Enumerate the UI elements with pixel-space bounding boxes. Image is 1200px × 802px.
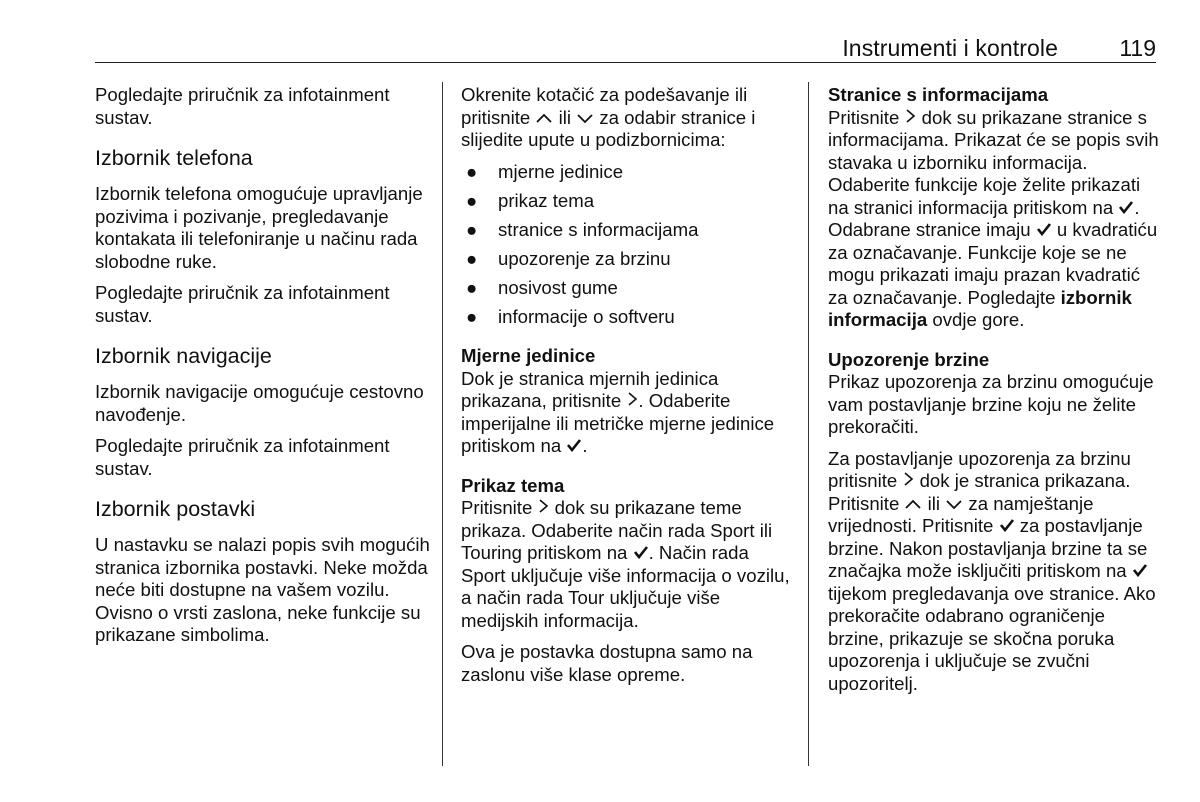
heading-speed-warning: Upozorenje brzine xyxy=(828,348,990,370)
list-item: ● prikaz tema xyxy=(466,189,595,211)
heading-theme: Prikaz tema xyxy=(461,474,565,496)
list-item: ● informacije o softveru xyxy=(466,305,675,327)
checkmark-icon xyxy=(1132,560,1148,583)
column-2 xyxy=(461,84,793,695)
heading-navigation-menu: Izbornik navigacije xyxy=(95,344,272,368)
chevron-right-icon xyxy=(537,497,549,520)
chevron-right-icon xyxy=(902,470,914,493)
paragraph: Izbornik navigacije omogućuje cestovno navođenje. xyxy=(95,381,424,425)
paragraph: U nastavku se nalazi popis svih mogućih stranica izbornika postavki. Neke možda neće biti dostupne na vašem vozilu. Ovisno o vrsti zaslona, neke funkcije su prikazane simbolima. xyxy=(95,534,430,645)
chevron-right-icon xyxy=(626,390,638,413)
section-title: Instrumenti i kontrole xyxy=(842,35,1058,61)
column-divider xyxy=(442,82,443,766)
paragraph: Za postavljanje upozorenja za brzinu pritisnite dok je stranica prikazana. Pritisnite ili za namještanje vrijednosti. Pritisnite za postavljanje brzine. Nakon postavljanja brzine ta se značajka može isključiti pritiskom na tijekom pregledavanja ove stranice. Ako prekoračite odabrano ograničenje brzine, prikazuje se skočna poruka upozorenja i uključuje se zvučni upozoritelj. xyxy=(828,447,1156,694)
checkmark-icon xyxy=(1118,197,1134,220)
list-item: ● upozorenje za brzinu xyxy=(466,247,671,269)
cross-reference: izbornik informacija xyxy=(828,286,1132,330)
paragraph: Ova je postavka dostupna samo na zaslonu više klase opreme. xyxy=(461,641,753,685)
list-item: ● stranice s informacijama xyxy=(466,218,699,240)
paragraph: Dok je stranica mjernih jedinica prikazana, pritisnite . Odaberite imperijalne ili metričke mjerne jedinice pritiskom na . xyxy=(461,367,775,456)
heading-info-pages: Stranice s informacijama xyxy=(828,84,1049,105)
column-3 xyxy=(828,84,1163,704)
checkmark-icon xyxy=(999,515,1015,538)
chevron-down-icon xyxy=(576,107,594,130)
paragraph: Pritisnite dok su prikazane stranice s informacijama. Prikazat će se popis svih stavaka u izborniku informacija. Odaberite funkcije koje želite prikazati na stranici informacija pritiskom na . Odabrane stranice imaju u kvadratiću za označavanje. Funkcije koje se ne mogu prikazati imaju prazan kvadratić za označavanje. Pogledajte izbornik informacija ovdje gore. xyxy=(828,106,1159,330)
paragraph: Pogledajte priručnik za infotainment sustav. xyxy=(95,282,390,326)
paragraph xyxy=(461,84,793,152)
paragraph: Izbornik telefona omogućuje upravljanje pozivima i pozivanje, pregledavanje kontakata ili telefoniranje u načinu rada slobodne ruke. xyxy=(95,183,423,272)
column-divider xyxy=(808,82,809,766)
text: za odabir stranice i slijedite upute u podizbornicima: xyxy=(461,106,756,150)
heading-units: Mjerne jedinice xyxy=(461,345,596,366)
chevron-down-icon xyxy=(945,493,963,516)
checkmark-icon xyxy=(1036,219,1052,242)
heading-phone-menu: Izbornik telefona xyxy=(95,146,253,170)
paragraph: Prikaz upozorenja za brzinu omogućuje vam postavljanje brzine koju ne želite prekoračiti. xyxy=(828,371,1154,437)
paragraph: Pritisnite dok su prikazane teme prikaza. Odaberite način rada Sport ili Touring pritiskom na . Način rada Sport uključuje više informacija o vozilu, a način rada Tour uključuje više medijskih informacija. xyxy=(461,497,790,631)
list-item: ● mjerne jedinice xyxy=(466,160,624,182)
checkmark-icon xyxy=(566,435,582,458)
page-header xyxy=(95,34,1156,63)
list-item: ● nosivost gume xyxy=(466,276,618,298)
column-1 xyxy=(95,84,430,656)
paragraph: Pogledajte priručnik za infotainment sustav. xyxy=(95,435,390,479)
text: Okrenite kotačić za podešavanje ili pritisnite xyxy=(461,84,748,128)
heading-settings-menu: Izbornik postavki xyxy=(95,497,256,521)
page-number: 119 xyxy=(1119,35,1156,61)
text: ili xyxy=(558,106,571,128)
paragraph: Pogledajte priručnik za infotainment sustav. xyxy=(95,84,390,128)
chevron-up-icon xyxy=(904,493,922,516)
chevron-up-icon xyxy=(535,107,553,130)
settings-pages-list xyxy=(461,161,793,329)
chevron-right-icon xyxy=(904,107,916,130)
checkmark-icon xyxy=(633,542,649,565)
